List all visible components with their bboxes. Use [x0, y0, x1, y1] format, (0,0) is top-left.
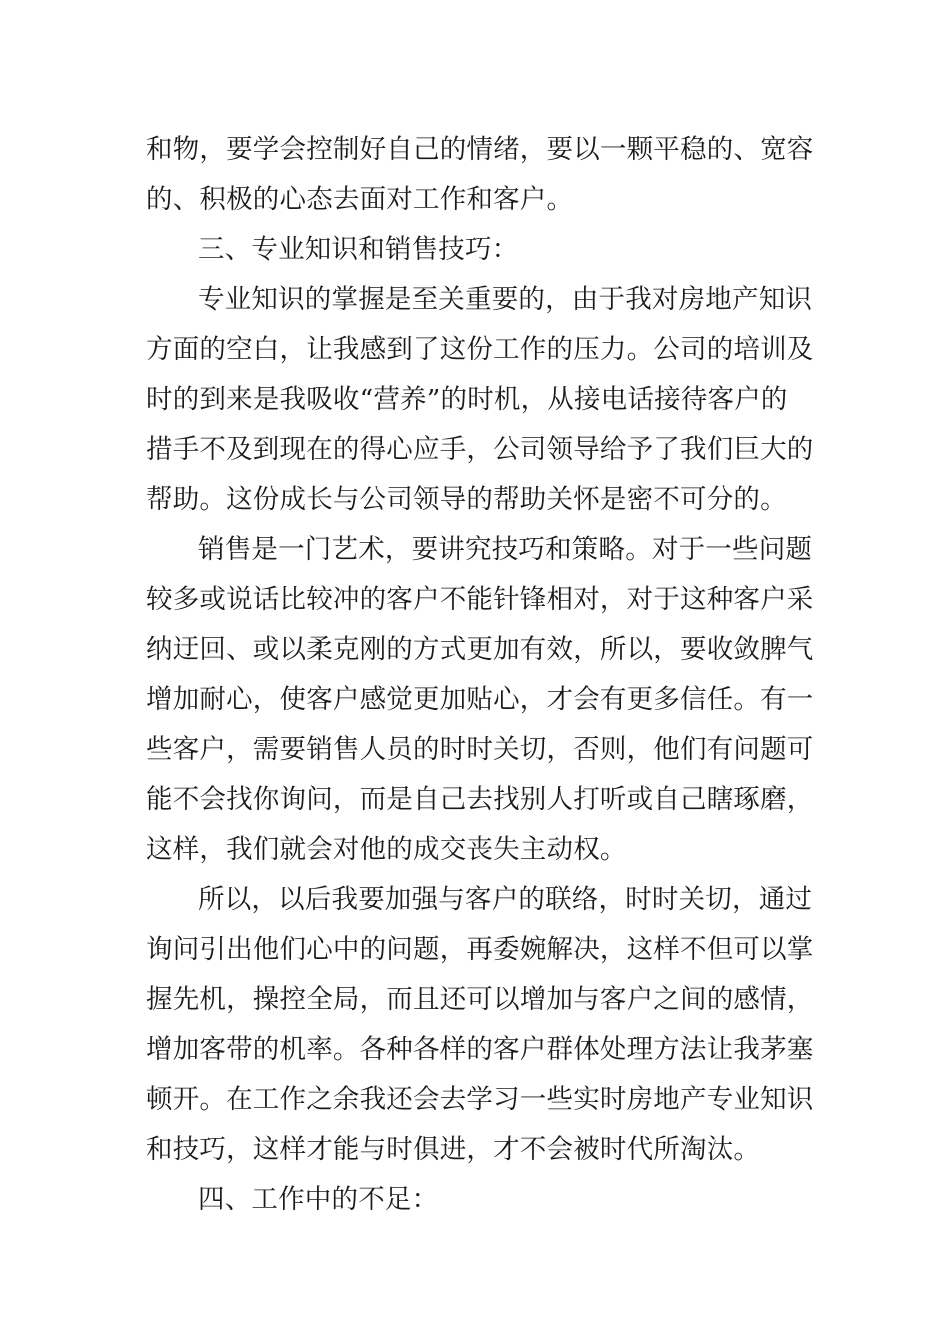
- text-line: 询问引出他们心中的问题，再委婉解决，这样不但可以掌: [146, 934, 814, 965]
- section-heading: 三、专业知识和销售技巧：: [198, 234, 519, 265]
- text-line: 顿开。在工作之余我还会去学习一些实时房地产专业知识: [146, 1084, 814, 1115]
- text-line: 方面的空白，让我感到了这份工作的压力。公司的培训及: [146, 334, 814, 365]
- text-line: 销售是一门艺术，要讲究技巧和策略。对于一些问题: [198, 534, 813, 565]
- text-line: 时的到来是我吸收“营养”的时机，从接电话接待客户的: [146, 384, 788, 415]
- text-line: 所以，以后我要加强与客户的联络，时时关切，通过: [198, 884, 813, 915]
- text-line: 握先机，操控全局，而且还可以增加与客户之间的感情，: [146, 984, 814, 1015]
- text-line: 增加客带的机率。各种各样的客户群体处理方法让我茅塞: [146, 1034, 814, 1065]
- text-line: 专业知识的掌握是至关重要的，由于我对房地产知识: [198, 284, 813, 315]
- section-heading: 四、工作中的不足：: [198, 1184, 439, 1215]
- document-body: [146, 125, 814, 1225]
- text-line: 的、积极的心态去面对工作和客户。: [146, 184, 574, 215]
- text-line: 这样，我们就会对他的成交丧失主动权。: [146, 834, 627, 865]
- text-line: 帮助。这份成长与公司领导的帮助关怀是密不可分的。: [146, 484, 787, 515]
- text-line: 能不会找你询问，而是自己去找别人打听或自己瞎琢磨，: [146, 784, 814, 815]
- text-line: 和技巧，这样才能与时俱进，才不会被时代所淘汰。: [146, 1134, 761, 1165]
- text-line: 和物，要学会控制好自己的情绪，要以一颗平稳的、宽容: [146, 134, 814, 165]
- text-line: 增加耐心，使客户感觉更加贴心，才会有更多信任。有一: [146, 684, 814, 715]
- text-line: 纳迂回、或以柔克刚的方式更加有效，所以，要收敛脾气: [146, 634, 814, 665]
- text-line: 些客户，需要销售人员的时时关切，否则，他们有问题可: [146, 734, 814, 765]
- text-line: 较多或说话比较冲的客户不能针锋相对，对于这种客户采: [146, 584, 814, 615]
- text-line: 措手不及到现在的得心应手，公司领导给予了我们巨大的: [146, 434, 814, 465]
